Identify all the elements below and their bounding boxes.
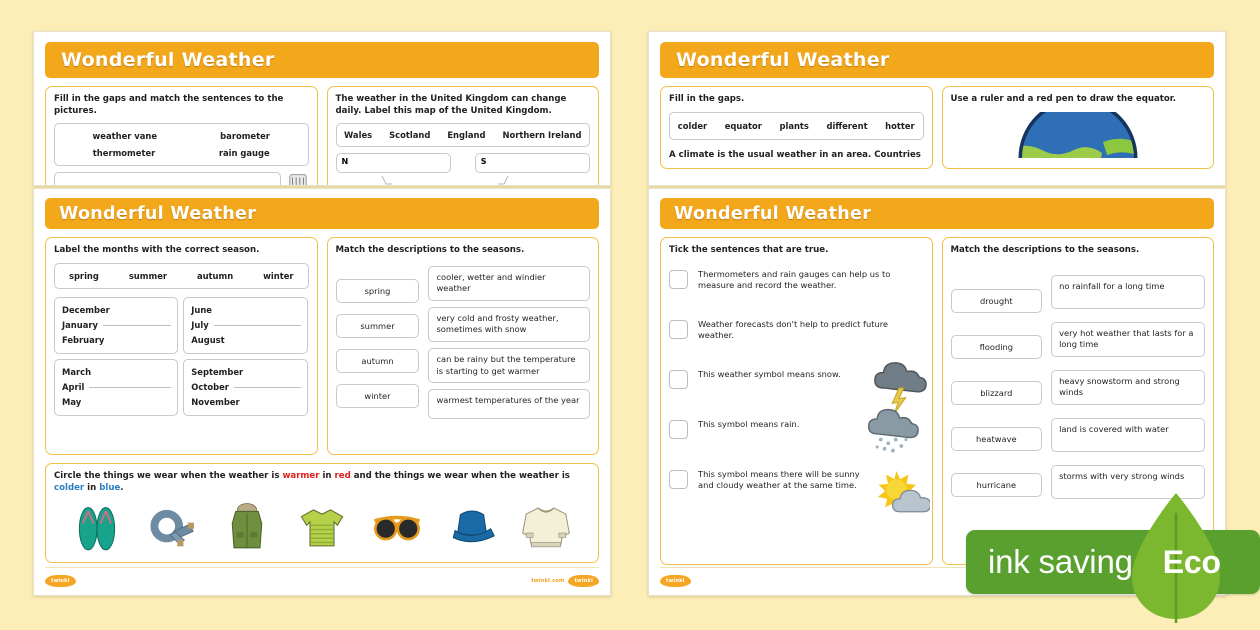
statement-text: This symbol means there will be sunny and cloudy weather at the same time.: [698, 468, 860, 491]
word-bank-item: winter: [263, 270, 294, 281]
word-bank: [336, 123, 591, 147]
instr-part: colder: [54, 482, 85, 493]
month-group[interactable]: [183, 297, 307, 354]
instr-part: red: [334, 471, 351, 481]
word-bank-item: colder: [677, 120, 708, 131]
instruction-text: Fill in the gaps.: [669, 94, 745, 104]
instruction-text: [54, 471, 590, 494]
instr-part: in: [319, 471, 335, 481]
word-bank-item: Wales: [343, 130, 373, 141]
description-card[interactable]: very hot weather that lasts for a long time: [1051, 322, 1205, 357]
map-callout-lines: [368, 176, 528, 186]
map-label-n: N: [341, 157, 349, 167]
answer-rule[interactable]: [89, 387, 171, 388]
statement-text: Weather forecasts don't help to predict future weather.: [698, 318, 889, 341]
page-title: Wonderful Weather: [59, 203, 257, 224]
description-card[interactable]: can be rainy but the temperature is starting to get warmer: [428, 348, 590, 383]
word-bank-item: Northern Ireland: [502, 130, 582, 141]
season-chip[interactable]: summer: [336, 314, 420, 338]
clothing-icon-row: [54, 497, 590, 555]
instruction-text: Label the months with the correct season.: [54, 245, 260, 255]
month-label: June: [191, 305, 212, 316]
map-label-s: S: [480, 157, 487, 167]
word-bank-item: summer: [128, 270, 168, 281]
word-bank-item: weather vane: [92, 131, 158, 142]
season-chip[interactable]: winter: [336, 384, 420, 408]
statement-text: Thermometers and rain gauges can help us to measure and record the weather.: [698, 268, 891, 291]
eco-label-eco: Eco: [1162, 543, 1221, 580]
panel-circle-clothing[interactable]: [45, 463, 599, 563]
description-card[interactable]: storms with very strong winds: [1051, 465, 1205, 499]
word-bank-item: autumn: [196, 270, 234, 281]
word-bank-item: England: [447, 130, 486, 141]
instruction-text: Match the descriptions to the seasons.: [950, 245, 1140, 255]
panel-match-seasons[interactable]: [327, 237, 600, 455]
month-label: May: [62, 397, 82, 408]
tick-row[interactable]: [669, 317, 924, 363]
tick-row[interactable]: [669, 467, 924, 525]
month-groups: [54, 297, 309, 416]
season-chip[interactable]: autumn: [336, 349, 420, 373]
season-chip[interactable]: spring: [336, 279, 420, 303]
thermometer-icon: [287, 172, 309, 186]
scarf-icon[interactable]: [141, 501, 203, 553]
term-chip[interactable]: drought: [951, 289, 1043, 313]
month-label: November: [191, 397, 240, 408]
panel-uk-map[interactable]: [327, 86, 600, 186]
word-bank: [669, 112, 924, 140]
statement-text: This weather symbol means snow.: [698, 368, 841, 379]
answer-rule[interactable]: [103, 325, 171, 326]
description-card[interactable]: very cold and frosty weather, sometimes with snow: [428, 307, 590, 342]
jumper-icon[interactable]: [515, 501, 577, 553]
word-bank-item: different: [826, 120, 868, 131]
term-chip[interactable]: heatwave: [951, 427, 1043, 451]
answer-rule[interactable]: [234, 387, 301, 388]
t-shirt-icon[interactable]: [291, 501, 353, 553]
word-bank-item: Scotland: [389, 130, 431, 141]
rain-cloud-icon: [864, 405, 920, 463]
ink-saving-eco-badge[interactable]: [966, 530, 1260, 594]
month-group[interactable]: [54, 359, 178, 416]
instr-part: blue: [99, 482, 121, 493]
worksheet-title-bar: [45, 42, 599, 78]
word-bank-item: rain gauge: [218, 148, 270, 159]
word-bank: [54, 263, 309, 289]
checkbox[interactable]: [669, 320, 688, 339]
globe-image: [951, 112, 1206, 158]
worksheet-title-bar: [45, 198, 599, 229]
answer-line[interactable]: [54, 172, 281, 186]
month-label: December: [62, 305, 110, 316]
term-chip-list: [951, 275, 1043, 497]
month-label: October: [191, 382, 229, 393]
worksheet-title-bar: [660, 42, 1214, 78]
month-label: February: [62, 335, 105, 346]
twinkl-logo[interactable]: twinkl: [660, 575, 691, 587]
twinkl-logo-small[interactable]: twinkl: [568, 575, 599, 587]
instruction-text: Fill in the gaps and match the sentences to the pictures.: [54, 94, 284, 116]
instruction-text: The weather in the United Kingdom can change daily. Label this map of the United Kingdom.: [335, 94, 567, 116]
word-bank-item: equator: [724, 120, 762, 131]
map-label-box-s[interactable]: [475, 153, 590, 173]
statement-list: [669, 263, 924, 525]
month-label: August: [191, 335, 225, 346]
tick-row[interactable]: [669, 267, 924, 313]
term-chip[interactable]: flooding: [951, 335, 1043, 359]
winter-coat-icon[interactable]: [216, 501, 278, 553]
flip-flops-icon[interactable]: [66, 501, 128, 553]
month-label: July: [191, 320, 209, 331]
description-list: [1051, 275, 1205, 499]
checkbox[interactable]: [669, 270, 688, 289]
instr-part: and the things we wear when the weather is: [350, 471, 570, 481]
sun-hat-icon[interactable]: [441, 501, 503, 553]
instr-part: .: [120, 482, 124, 493]
season-chip-list: [336, 266, 420, 408]
month-group[interactable]: [54, 297, 178, 354]
body-text: A climate is the usual weather in an area. Countries: [669, 149, 921, 160]
footer-url[interactable]: twinkl.com: [531, 578, 565, 584]
answer-rule[interactable]: [214, 325, 301, 326]
word-bank-item: barometer: [220, 131, 270, 142]
worksheet-card-top-left[interactable]: [33, 31, 611, 186]
instruction-text: Tick the sentences that are true.: [669, 245, 829, 255]
checkbox[interactable]: [669, 470, 688, 489]
twinkl-logo[interactable]: twinkl: [45, 575, 76, 587]
eco-label-ink-saving: ink saving: [988, 543, 1133, 580]
month-label: March: [62, 367, 92, 378]
description-card[interactable]: heavy snowstorm and strong winds: [1051, 370, 1205, 405]
checkbox[interactable]: [669, 370, 688, 389]
worksheet-footer: [45, 567, 599, 591]
page-title: Wonderful Weather: [674, 203, 872, 224]
word-bank-item: thermometer: [92, 148, 156, 159]
instr-part: Circle the things we wear when the weather is: [54, 471, 283, 481]
worksheet-title-bar: [660, 198, 1214, 229]
panel-fill-in-gaps[interactable]: [660, 86, 933, 169]
month-label: September: [191, 367, 244, 378]
description-card[interactable]: cooler, wetter and windier weather: [428, 266, 590, 301]
instr-part: warmer: [282, 471, 320, 481]
description-card[interactable]: land is covered with water: [1051, 418, 1205, 452]
description-list: [428, 266, 590, 420]
tick-row[interactable]: [669, 417, 924, 463]
panel-tick-sentences[interactable]: [660, 237, 933, 565]
month-label: January: [62, 320, 98, 331]
term-chip[interactable]: hurricane: [951, 473, 1043, 497]
map-label-box-n[interactable]: [336, 153, 451, 173]
instruction-text: Match the descriptions to the seasons.: [335, 245, 525, 255]
panel-equator[interactable]: [942, 86, 1215, 169]
word-bank-item: plants: [779, 120, 809, 131]
word-bank-item: hotter: [885, 120, 915, 131]
instr-part: in: [84, 482, 100, 493]
panel-fill-in-gaps[interactable]: [45, 86, 318, 186]
sunglasses-icon[interactable]: [366, 501, 428, 553]
statement-text: This symbol means rain.: [698, 418, 800, 429]
checkbox[interactable]: [669, 420, 688, 439]
month-label: April: [62, 382, 85, 393]
page-title: Wonderful Weather: [61, 49, 275, 71]
word-bank-item: spring: [68, 270, 99, 281]
panel-label-months[interactable]: [45, 237, 318, 455]
instruction-text: Use a ruler and a red pen to draw the equator.: [950, 94, 1177, 104]
worksheet-card-top-right[interactable]: [648, 31, 1226, 186]
description-card[interactable]: warmest temperatures of the year: [428, 389, 590, 419]
worksheet-card-bottom-left[interactable]: [33, 188, 611, 596]
sun-behind-cloud-icon: [872, 469, 930, 525]
word-bank: [54, 123, 309, 166]
description-card[interactable]: no rainfall for a long time: [1051, 275, 1205, 309]
month-group[interactable]: [183, 359, 307, 416]
page-title: Wonderful Weather: [676, 49, 890, 71]
term-chip[interactable]: blizzard: [951, 381, 1043, 405]
